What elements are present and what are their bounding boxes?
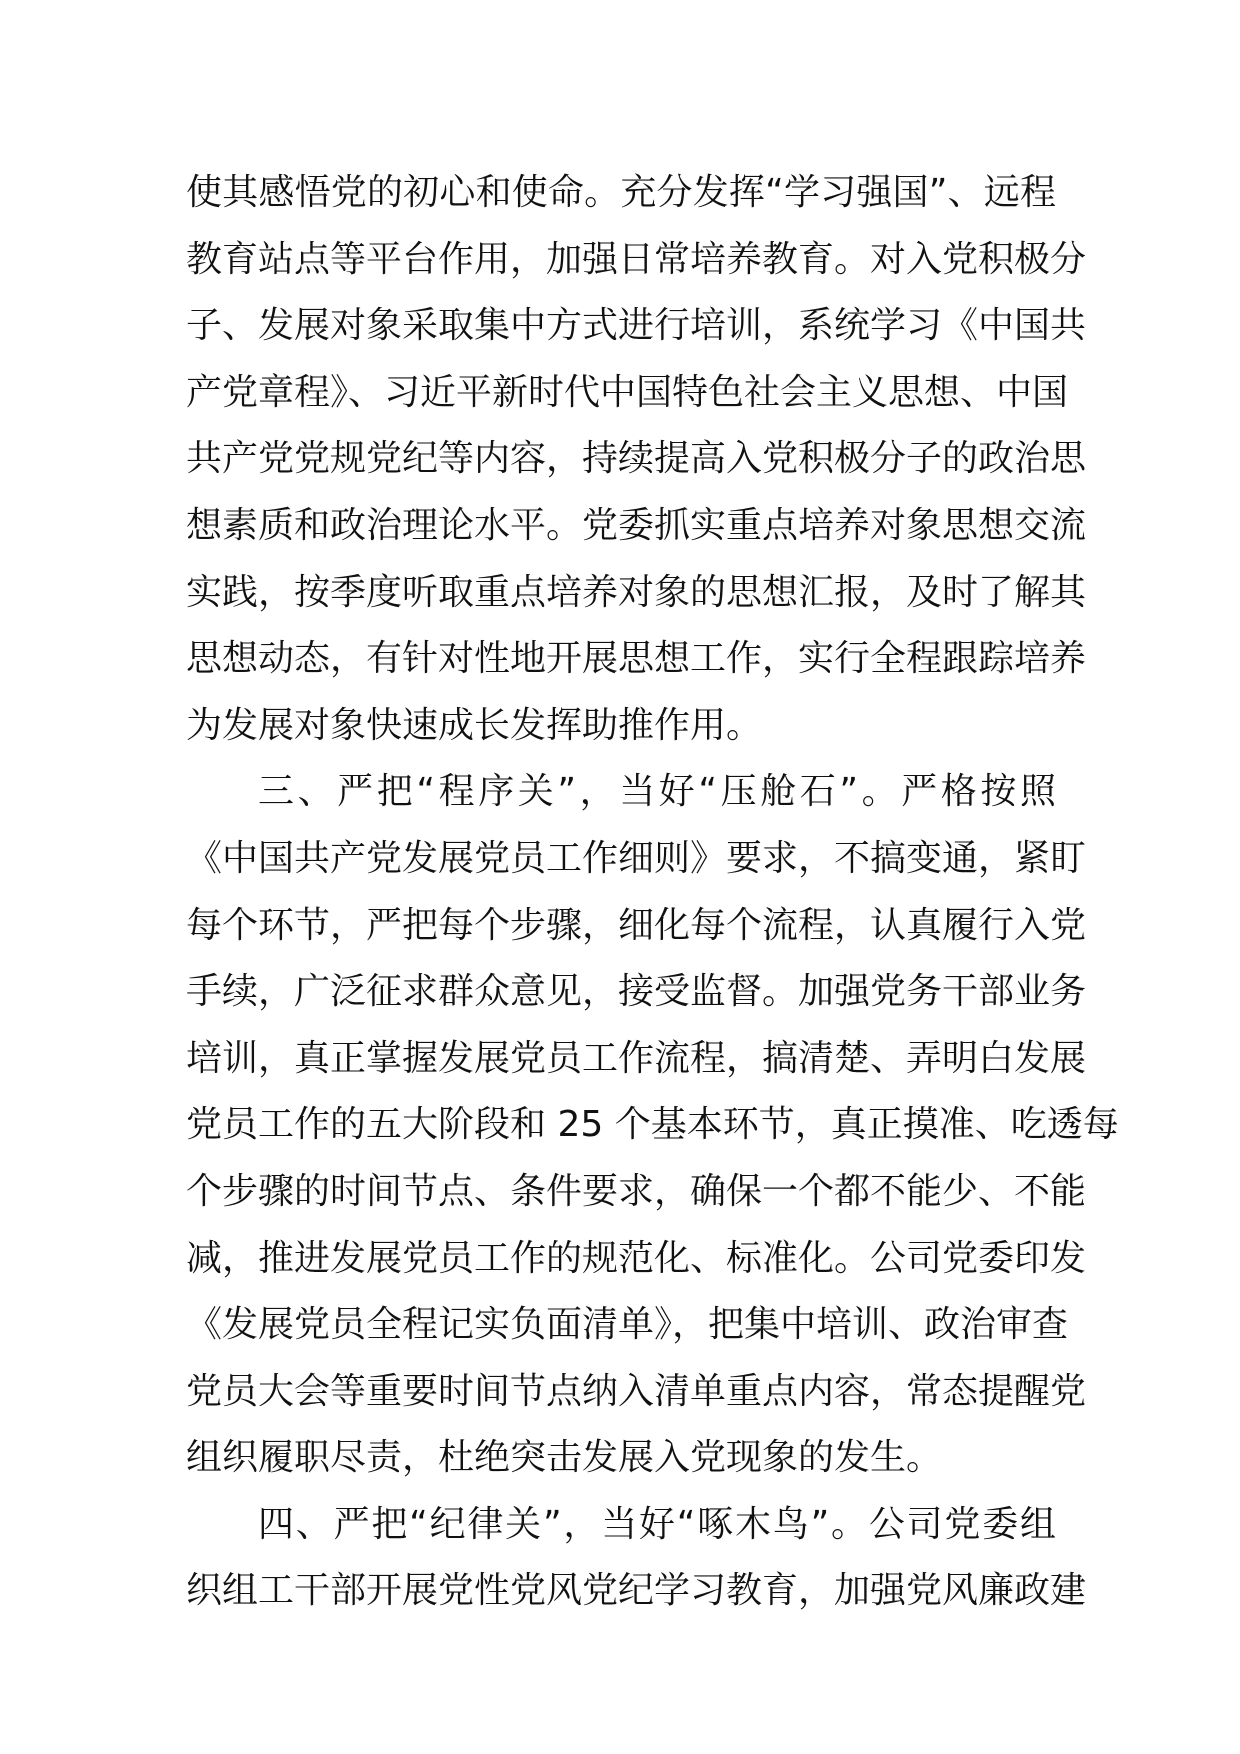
text-line: 《发展党员全程记实负面清单》，把集中培训、政治审查: [186, 1304, 1069, 1346]
text-line: 共产党党规党纪等内容，持续提高入党积极分子的政治思: [186, 438, 1087, 480]
document-body: [186, 160, 1119, 1625]
section-heading-line: 四、严把“纪律关”，当好“啄木鸟”。公司党委组: [258, 1503, 1056, 1545]
paragraph: [186, 1492, 1087, 1625]
text-line: 子、发展对象采取集中方式进行培训，系统学习《中国共: [186, 305, 1087, 347]
text-line: 党员大会等重要时间节点纳入清单重点内容，常态提醒党: [186, 1370, 1087, 1412]
text-line: 织组工干部开展党性党风党纪学习教育，加强党风廉政建: [186, 1570, 1087, 1612]
text-line: 党员工作的五大阶段和 25 个基本环节，真正摸准、吃透每: [186, 1104, 1119, 1146]
paragraph: [186, 759, 1119, 1492]
text-line: 产党章程》、习近平新时代中国特色社会主义思想、中国: [186, 371, 1069, 413]
text-line: 教育站点等平台作用，加强日常培养教育。对入党积极分: [186, 238, 1087, 280]
text-line: 组织履职尽责，杜绝突击发展入党现象的发生。: [186, 1437, 943, 1479]
text-line: 个步骤的时间节点、条件要求，确保一个都不能少、不能: [186, 1170, 1087, 1212]
text-line: 减，推进发展党员工作的规范化、标准化。公司党委印发: [186, 1237, 1087, 1279]
text-line: 实践，按季度听取重点培养对象的思想汇报，及时了解其: [186, 571, 1087, 613]
paragraph: [186, 160, 1087, 759]
text-line: 每个环节，严把每个步骤，细化每个流程，认真履行入党: [186, 904, 1087, 946]
text-line: 手续，广泛征求群众意见，接受监督。加强党务干部业务: [186, 971, 1087, 1013]
text-line: 想素质和政治理论水平。党委抓实重点培养对象思想交流: [186, 504, 1087, 546]
text-line: 思想动态，有针对性地开展思想工作，实行全程跟踪培养: [186, 638, 1087, 680]
section-heading-line: 三、严把“程序关”，当好“压舱石”。严格按照: [258, 771, 1056, 813]
text-line: 为发展对象快速成长发挥助推作用。: [186, 704, 763, 746]
text-line: 培训，真正掌握发展党员工作流程，搞清楚、弄明白发展: [186, 1037, 1087, 1079]
text-line: 《中国共产党发展党员工作细则》要求，不搞变通，紧盯: [186, 837, 1087, 879]
text-line: 使其感悟党的初心和使命。充分发挥“学习强国”、远程: [186, 172, 1056, 213]
